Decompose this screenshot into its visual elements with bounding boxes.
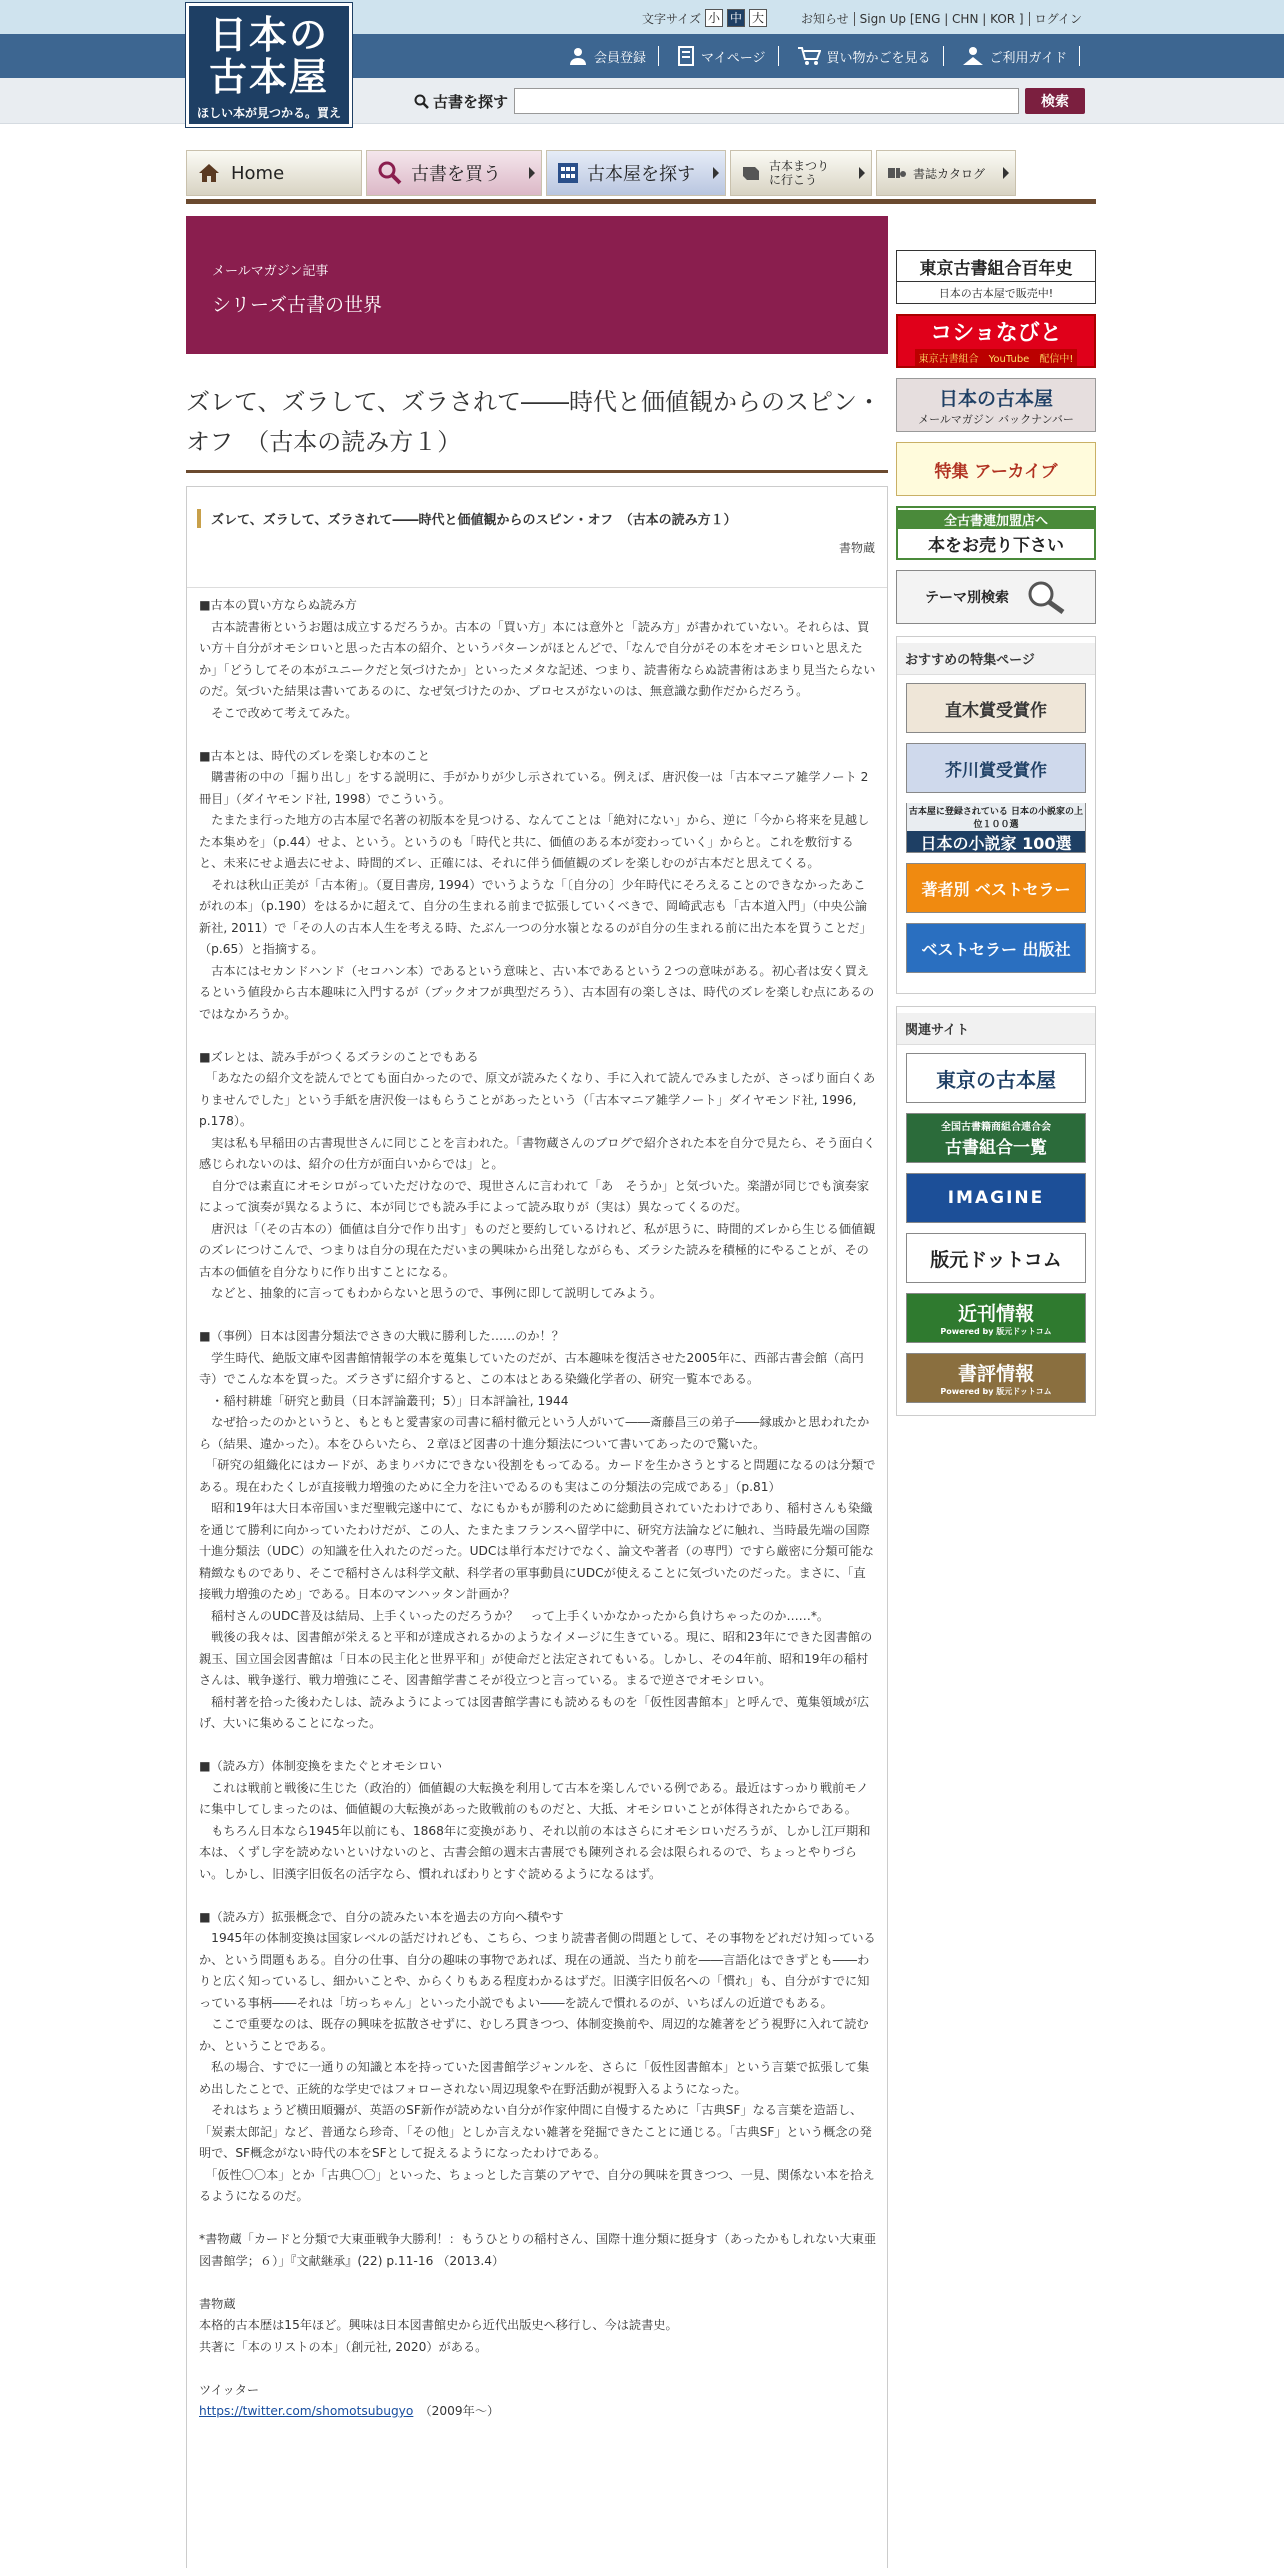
hero-banner [186, 216, 888, 354]
menu-festival-line1: 古本まつり [769, 159, 830, 173]
logo-line2: 古本屋 [208, 54, 329, 99]
menu-home[interactable] [186, 150, 362, 196]
arrow-icon [859, 167, 865, 179]
menu-festival[interactable] [730, 150, 872, 196]
menu-festival-text [769, 159, 829, 187]
related-kinkan-small: Powered by 版元ドットコム [940, 1327, 1052, 1336]
related-kinkan[interactable] [906, 1293, 1086, 1343]
mypage-link[interactable] [677, 46, 778, 66]
feature-publisher-best[interactable]: ベストセラー 出版社 [906, 923, 1086, 973]
signup-link[interactable]: Sign Up [ENG | CHN | KOR ] [854, 12, 1029, 26]
banner-youtube-line1: コショなびと [930, 321, 1062, 346]
related-shohyo[interactable] [906, 1353, 1086, 1403]
feature-novelists-label: 日本の小説家 100選 [920, 833, 1072, 853]
feature-novelists-small: 古本屋に登録されている 日本の小説家の上位１００選 [907, 803, 1085, 831]
related-box [896, 1006, 1096, 1416]
site-logo[interactable] [186, 3, 352, 137]
logo-line1: 日本の [208, 12, 329, 57]
guide-link[interactable] [962, 46, 1081, 66]
shop-grid-icon [557, 162, 579, 184]
notebook-icon [677, 46, 695, 66]
home-icon [197, 162, 221, 184]
menu-shop-label: 古本屋を探す [587, 164, 695, 185]
article-author: 書物蔵 [838, 541, 875, 555]
banner-youtube-line2: 東京古書組合 YouTube 配信中! [915, 349, 1078, 366]
menu-buy[interactable] [366, 150, 542, 196]
related-shohyo-label: 書評情報 [957, 1363, 1034, 1385]
search-label-wrap [414, 91, 508, 112]
arrow-icon [1003, 167, 1009, 179]
feature-box [896, 636, 1096, 994]
search-label: 古書を探す [433, 92, 509, 111]
logo-tagline: ほしい本が見つかる。買える。 [196, 106, 341, 137]
catalog-icon [887, 166, 907, 180]
guide-label: ご利用ガイド [989, 50, 1068, 66]
banner-sell-line1: 全古書連加盟店へ [898, 510, 1094, 529]
article-subtitle: ズレて、ズラして、ズラされて――時代と価値観からのスピン・オフ （古本の読み方１） [197, 509, 877, 528]
article-title: ズレて、ズラして、ズラされて――時代と価値観からのスピン・オフ （古本の読み方１） [186, 382, 888, 473]
arrow-icon [529, 167, 535, 179]
feature-akutagawa[interactable]: 芥川賞受賞作 [906, 743, 1086, 793]
banner-mailmagazine[interactable] [896, 378, 1096, 432]
sidebar [896, 250, 1096, 1416]
main-menu [186, 150, 1096, 204]
article-text: ■古本の買い方ならぬ読み方 古本読書術というお題は成立するだろうか。古本の「買い方」本には意外と「読み方」が書かれていない。それらは、買い方＋自分がオモシロいと思った古本の紹介、というパターンがほとんどで、「なんで自分がその本をオモシロいと思えたか」「どうしてその本がユニークだと気づけたか」といったメタな記述、つまり、読書術ならぬ読書術はあまり見当たらないのだ。気づいた結果は書いてあるのに、なぜ気づけたのか、プロセスがないのは、無意識な動作だからだろう。 そこで改めて考えてみた。 ■古本とは、時代のズレを楽しむ本のこと 購書術の中の「掘り出し」をする説明に、手がかりが少し示されている。例えば、唐沢俊一は「古本マニア雑学ノート 2冊目」（ダイヤモンド社, 1998）でこういう。 たまたま行った地方の古本屋で名著の初版本を見つける、なんてことは「絶対にない」から、逆に「今から将来を見越した本集めを」（p.44）せよ、という。というのも「時代と共に、価値のある本が変わっていく」からと。これを敷衍すると、未来にせよ過去にせよ、時間的ズレ、正確には、それに伴う価値観のズレを楽しむのが古本だと思えてくる。 それは秋山正美が「古本術」。（夏目書房, 1994）でいうような「〔自分の〕少年時代にそろえることのできなかったあこがれの本」（p.190）をはるかに超えて、自分の生まれる前まで拡張していくべきで、岡崎武志も「古本道入門」（中央公論新社, 2011）で「その人の古本人生を考える時、たぶん一つの分水嶺となるのが自分の生まれる前に出た本を買うことだ」（p.65）と指摘する。 古本にはセカンドハンド（セコハン本）であるという意味と、古い本であるという２つの意味がある。初心者は安く買えるという値段から古本趣味に入門するが（ブックオフが典型だろう）、古本固有の楽しさは、時代のズレを楽しむ点にあるのではなかろうか。 ■ズレとは、読み手がつくるズラシのことでもある 「あなたの紹介文を読んでとても面白かったので、原文が読みたくなり、手に入れて読んでみましたが、さっぱり面白くありませんでした」という手紙を唐沢俊一はもらうことがあったという（「古本マニア雑学ノート」ダイヤモンド社, 1996, p.178）。 実は私も早稲田の古書現世さんに同じことを言われた。「書物蔵さんのブログで紹介された本を自分で見たら、そう面白く感じられないのは、紹介の仕方が面白いからでは」と。 自分では素直にオモシロがっていただけなので、現世さんに言われて「あ そうか」と気づいた。楽譜が同じでも演奏家によって演奏が異なるように、本が同じでも読み手によって読み取りが（実は）異なってくるのだ。 唐沢は「（その古本の）価値は自分で作り出す」ものだと要約しているけれど、私が思うに、時間的ズレから生じる価値観のズレにつけこんで、つまりは自分の現在ただいまの興味から出発しながらも、ズラシた読みを積極的にやることが、その古本の価値を自分なりに作り出すことになる。 などと、抽象的に言ってもわからないと思うので、事例に即して説明してみよう。 ■（事例）日本は図書分類法でさきの大戦に勝利した……のか！？ 学生時代、絶版文庫や図書館情報学の本を蒐集していたのだが、古本趣味を復活させた2005年に、西部古書会館（高円寺）でこんな本を買った。ズラさずに紹介すると、この本はとある染織化学者の、研究一覧本である。 ・稲村耕雄「研究と動員（日本評論叢刊；5）」日本評論社, 1944 なぜ拾ったのかというと、もともと愛書家の司書に稲村徹元という人がいて――斎藤昌三の弟子――縁戚かと思われたから（結果、違かった）。本をひらいたら、２章ほど図書の十進分類法について書いてあったので驚いた。 「研究の組織化にはカードが、あまりバカにできない役割をもってゐる。カードを生かさうとすると問題になるのは分類である。現在わたくしが直接戦力増強のために全力を注いでゐるのも実はこの分類法の完成である」（p.81） 昭和19年は大日本帝国いまだ聖戦完遂中にて、なにもかもが勝利のために総動員されていたわけであり、稲村さんも染織を通じて勝利に向かっていたわけだが、この人、たまたまフランスへ留学中に、研究方法論などに触れ、当時最先端の国際十進分類法（UDC）の知識を仕入れたのだった。UDCは単行本だけでなく、論文や著者（の専門）ですら厳密に分類可能な精緻なものであり、そこで稲村さんは科学文献、科学者の軍事動員にUDCが使えることに気づいたのだった。まさに、「直接戦力増強のため」である。日本のマンハッタン計画か？ 稲村さんのUDC普及は結局、上手くいったのだろうか？ って上手くいかなかったから負けちゃったのか……*。 戦後の我々は、図書館が栄えると平和が達成されるかのようなイメージに生きている。現に、昭和23年にできた図書館の親玉、国立国会図書館は「日本の民主化と世界平和」が使命だと法定されてもいる。しかし、その4年前、昭和19年の稲村さんは、戦争遂行、戦力増強にこそ、図書館学書こそが役立つと言っている。まるで逆さでオモシロい。 稲村著を拾った後わたしは、読みようによっては図書館学書にも読めるものを「仮性図書館本」と呼んで、蒐集領域が広げ、大いに集めることになった。 ■（読み方）体制変換をまたぐとオモシロい これは戦前と戦後に生じた（政治的）価値観の大転換を利用して古本を楽しんでいる例である。最近はすっかり戦前モノに集中してしまったのは、価値観の大転換があった敗戦前のものだと、大抵、オモシロいことが体得されたからである。 もちろん日本なら1945年以前にも、1868年に変換があり、それ以前の本はさらにオモシロいだろうが、しかし江戸期和本は、くずし字を読めないといけないのと、古書会館の週末古書展でも陳列される会は限られるので、ちょっとやりづらい。しかし、旧漢字旧仮名の活字なら、慣れればわりとすぐ読めるようになるはず。 ■（読み方）拡張概念で、自分の読みたい本を過去の方向へ積やす 1945年の体制変換は国家レベルの話だけれども、こちら、つまり読書者側の問題として、その事物をどれだけ知っているか、という問題もある。自分の仕事、自分の趣味の事物であれば、現在の通説、当たり前を――言語化はできずとも――わりと広く知っているし、細かいことや、からくりもある程度わかるはずだ。旧漢字旧仮名への「慣れ」も、自分がすでに知っている事柄――それは「坊っちゃん」といった小説でもよい――を読んで慣れるのが、いちばんの近道でもある。 ここで重要なのは、既存の興味を拡散させずに、むしろ貫きつつ、体制変換前や、周辺的な雑著をどう視野に入れて読むか、ということである。 私の場合、すでに一通りの知識と本を持っていた図書館学ジャンルを、さらに「仮性図書館本」という言葉で拡張して集め出したことで、正統的な学史ではフォローされない周辺現象や在野活動が視野入るようになった。 それはちょうど横田順彌が、英語のSF新作が読めない自分が作家仲間に自慢するために「古典SF」なる言葉を造語し、「炭素太郎記」など、普通なら珍奇、「その他」としか言えない雑著を発掘できたことに通じる。「古典SF」という概念の発明で、SF概念がない時代の本をSFとして捉えるようになったわけである。 「仮性〇〇本」とか「古典〇〇」といった、ちょっとした言葉のアヤで、自分の興味を貫きつつ、一見、関係ない本を拾えるようになるのだ。 *書物蔵「カードと分類で大東亜戦争大勝利！：もうひとりの稲村さん、国際十進分類に挺身す（あったかもしれない大東亜図書館学；６）」『文献継承』(22) p.11-16 （2013.4） 書物蔵 本格的古本歴は15年ほど。興味は日本図書館史から近代出版史へ移行し、今は読書史。 共著に「本のリストの本」（創元社, 2020）がある。 ツイッター [199, 598, 877, 2397]
menu-home-label: Home [231, 162, 285, 184]
search-button[interactable]: 検索 [1025, 88, 1085, 114]
related-tokyo[interactable]: 東京の古本屋 [906, 1053, 1086, 1103]
font-size-small[interactable]: 小 [705, 9, 723, 27]
article-body [199, 595, 877, 2423]
magnifier-icon [377, 160, 403, 186]
top-links [796, 10, 1087, 27]
related-hanmoto[interactable]: 版元ドットコム [906, 1233, 1086, 1283]
twitter-link[interactable]: https://twitter.com/shomotsubugyo [199, 2404, 414, 2418]
mypage-label: マイページ [701, 50, 766, 66]
cart-label: 買い物かごを見る [826, 50, 931, 66]
font-size-switcher [642, 9, 767, 27]
related-shohyo-small: Powered by 版元ドットコム [940, 1387, 1052, 1396]
menu-shop[interactable] [546, 150, 726, 196]
menu-buy-label: 古書を買う [411, 164, 501, 185]
related-kumiai[interactable] [906, 1113, 1086, 1163]
user-icon [568, 46, 588, 66]
banner-archive-line1: 特集 アーカイブ [934, 461, 1058, 482]
divider [187, 587, 887, 588]
banner-mailmagazine-line2: メールマガジン バックナンバー [918, 412, 1074, 426]
banner-mailmagazine-line1: 日本の古本屋 [938, 387, 1053, 410]
search-icon [414, 94, 429, 109]
related-imagine[interactable]: IMAGINE [906, 1173, 1086, 1223]
hero-small-text: メールマガジン記事 [212, 264, 329, 279]
font-size-medium[interactable]: 中 [727, 9, 745, 27]
register-link[interactable] [568, 46, 659, 66]
nav-links [568, 40, 1080, 72]
cart-icon [797, 46, 821, 66]
article-box [186, 486, 888, 2568]
hero-title: シリーズ古書の世界 [212, 294, 383, 316]
feature-author-best[interactable]: 著者別 ベストセラー [906, 863, 1086, 913]
related-title: 関連サイト [897, 1013, 1095, 1045]
cart-link[interactable] [797, 46, 944, 66]
search-form [414, 88, 1085, 114]
font-size-large[interactable]: 大 [749, 9, 767, 27]
twitter-since: （2009年～） [413, 2404, 500, 2418]
arrow-icon [713, 167, 719, 179]
feature-naoki[interactable]: 直木賞受賞作 [906, 683, 1086, 733]
banner-youtube[interactable] [896, 314, 1096, 368]
banner-archive[interactable] [896, 442, 1096, 496]
banner-sell-line2: 本をお売り下さい [928, 536, 1064, 556]
banner-history[interactable] [896, 250, 1096, 304]
guide-icon [962, 46, 984, 66]
magnifier-icon [1023, 580, 1067, 614]
banner-theme-search[interactable] [896, 570, 1096, 624]
register-label: 会員登録 [594, 50, 647, 66]
feature-novelists[interactable] [906, 803, 1086, 853]
related-kumiai-small: 全国古書籍商組合連合会 [941, 1122, 1051, 1133]
related-kumiai-label: 古書組合一覧 [945, 1138, 1047, 1158]
related-kinkan-label: 近刊情報 [957, 1303, 1034, 1325]
search-input[interactable] [514, 88, 1019, 114]
banner-history-line1: 東京古書組合百年史 [897, 254, 1095, 282]
banner-theme-line1: テーマ別検索 [925, 590, 1009, 606]
book-icon [741, 164, 761, 182]
menu-catalog[interactable] [876, 150, 1016, 196]
menu-festival-line2: に行こう [769, 173, 818, 187]
news-link[interactable]: お知らせ [801, 12, 849, 26]
menu-catalog-label: 書誌カタログ [913, 166, 986, 181]
feature-title: おすすめの特集ページ [897, 643, 1095, 675]
login-link[interactable]: ログイン [1029, 12, 1087, 26]
banner-history-line2: 日本の古本屋で販売中! [938, 286, 1054, 300]
font-size-label: 文字サイズ [642, 11, 702, 26]
banner-sell[interactable] [896, 506, 1096, 560]
